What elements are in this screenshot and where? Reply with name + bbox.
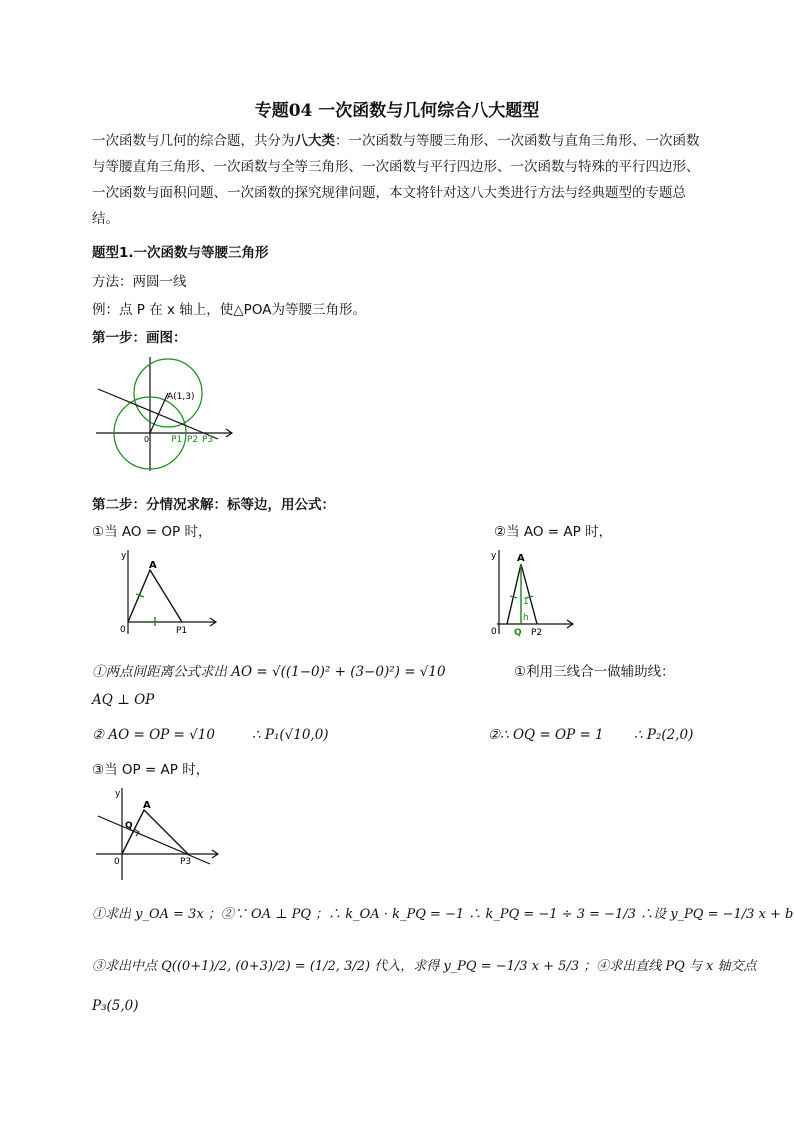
case2-step1-continued: AQ ⊥ OP	[92, 692, 155, 708]
label-Q: Q	[514, 628, 522, 638]
label-A: A	[143, 800, 151, 811]
label-y: y	[121, 551, 127, 561]
figure-case3	[92, 784, 222, 884]
case1-step1: ①两点间距离公式求出 AO = √((1−0)² + (3−0)²) = √10	[92, 664, 446, 680]
method-line: 方法：两圆一线	[92, 274, 187, 290]
case1-result: ∴ P₁(√10,0)	[252, 727, 329, 743]
label-A: A	[149, 560, 157, 571]
intro-paragraph	[92, 128, 704, 232]
label-origin: 0	[120, 625, 126, 635]
intro-text-after: ：一次函数与等腰三角形、一次函数与直角三角形、一次函数与等腰直角三角形、一次函数与全等三角形、一次函数与平行四边形、一次函数与特殊的平行四边形、一次函数与面积问题、一次函数的探究规律问题，本文将针对这八大类进行方法与经典题型的专题总结。	[92, 133, 700, 227]
label-h: h	[523, 613, 529, 623]
triangle-OAP	[122, 810, 188, 854]
case1-step2: ② AO = OP = √10	[92, 727, 215, 743]
figure-case1	[112, 546, 222, 638]
case3-heading: ③当 OP = AP 时，	[92, 762, 210, 778]
intro-text-bold: 八大类	[294, 133, 335, 149]
label-y: y	[115, 789, 121, 799]
label-P2: P2	[531, 628, 543, 638]
intro-text-before: 一次函数与几何的综合题，共分为	[92, 133, 295, 149]
label-origin: 0	[144, 435, 150, 444]
step2-heading: 第二步：分情况求解：标等边，用公式：	[92, 497, 335, 513]
label-P3: P3	[180, 857, 192, 867]
example-line: 例：点 P 在 x 轴上，使△POA为等腰三角形。	[92, 302, 366, 318]
label-P1: P1	[171, 435, 183, 445]
triangle-AOP	[128, 570, 182, 622]
label-A: A	[517, 553, 525, 564]
label-y: y	[491, 551, 497, 561]
case3-step2: ③求出中点 Q((0+1)/2, (0+3)/2) = (1/2, 3/2) 代入，求得 y_PQ = −1/3 x + 5/3 ；④求出直线 PQ 与 x 轴交点	[92, 959, 757, 974]
triangle-AOP	[507, 564, 537, 624]
case1-heading: ①当 AO = OP 时，	[92, 524, 212, 540]
label-P2: P2	[187, 435, 199, 445]
case2-step2: ②∴ OQ = OP = 1	[488, 727, 604, 743]
case3-result: P₃(5,0)	[92, 998, 139, 1014]
case2-heading: ②当 AO = AP 时，	[494, 524, 613, 540]
label-A-point: A(1,3)	[167, 392, 195, 402]
case2-step1: ①利用三线合一做辅助线：	[514, 664, 675, 680]
label-origin: 0	[114, 857, 120, 867]
label-Q: Q	[125, 821, 133, 831]
figure-case2	[481, 546, 581, 638]
figure-two-circles	[92, 355, 242, 475]
step1-heading: 第一步：画图：	[92, 330, 187, 346]
case3-step1: ①求出 y_OA = 3x ；②∵ OA ⊥ PQ ；∴ k_OA · k_PQ = −1 ∴ k_PQ = −1 ÷ 3 = −1/3 ∴设 y_PQ = −1/3 x + b	[92, 907, 794, 922]
label-P3: P3	[202, 435, 214, 445]
label-origin: 0	[491, 627, 497, 637]
section-heading: 题型1.一次函数与等腰三角形	[92, 245, 269, 261]
label-P1: P1	[176, 626, 188, 636]
case2-result: ∴ P₂(2,0)	[634, 727, 694, 743]
label-tick-1: 1	[523, 597, 529, 607]
page-title: 专题04 一次函数与几何综合八大题型	[254, 101, 540, 121]
